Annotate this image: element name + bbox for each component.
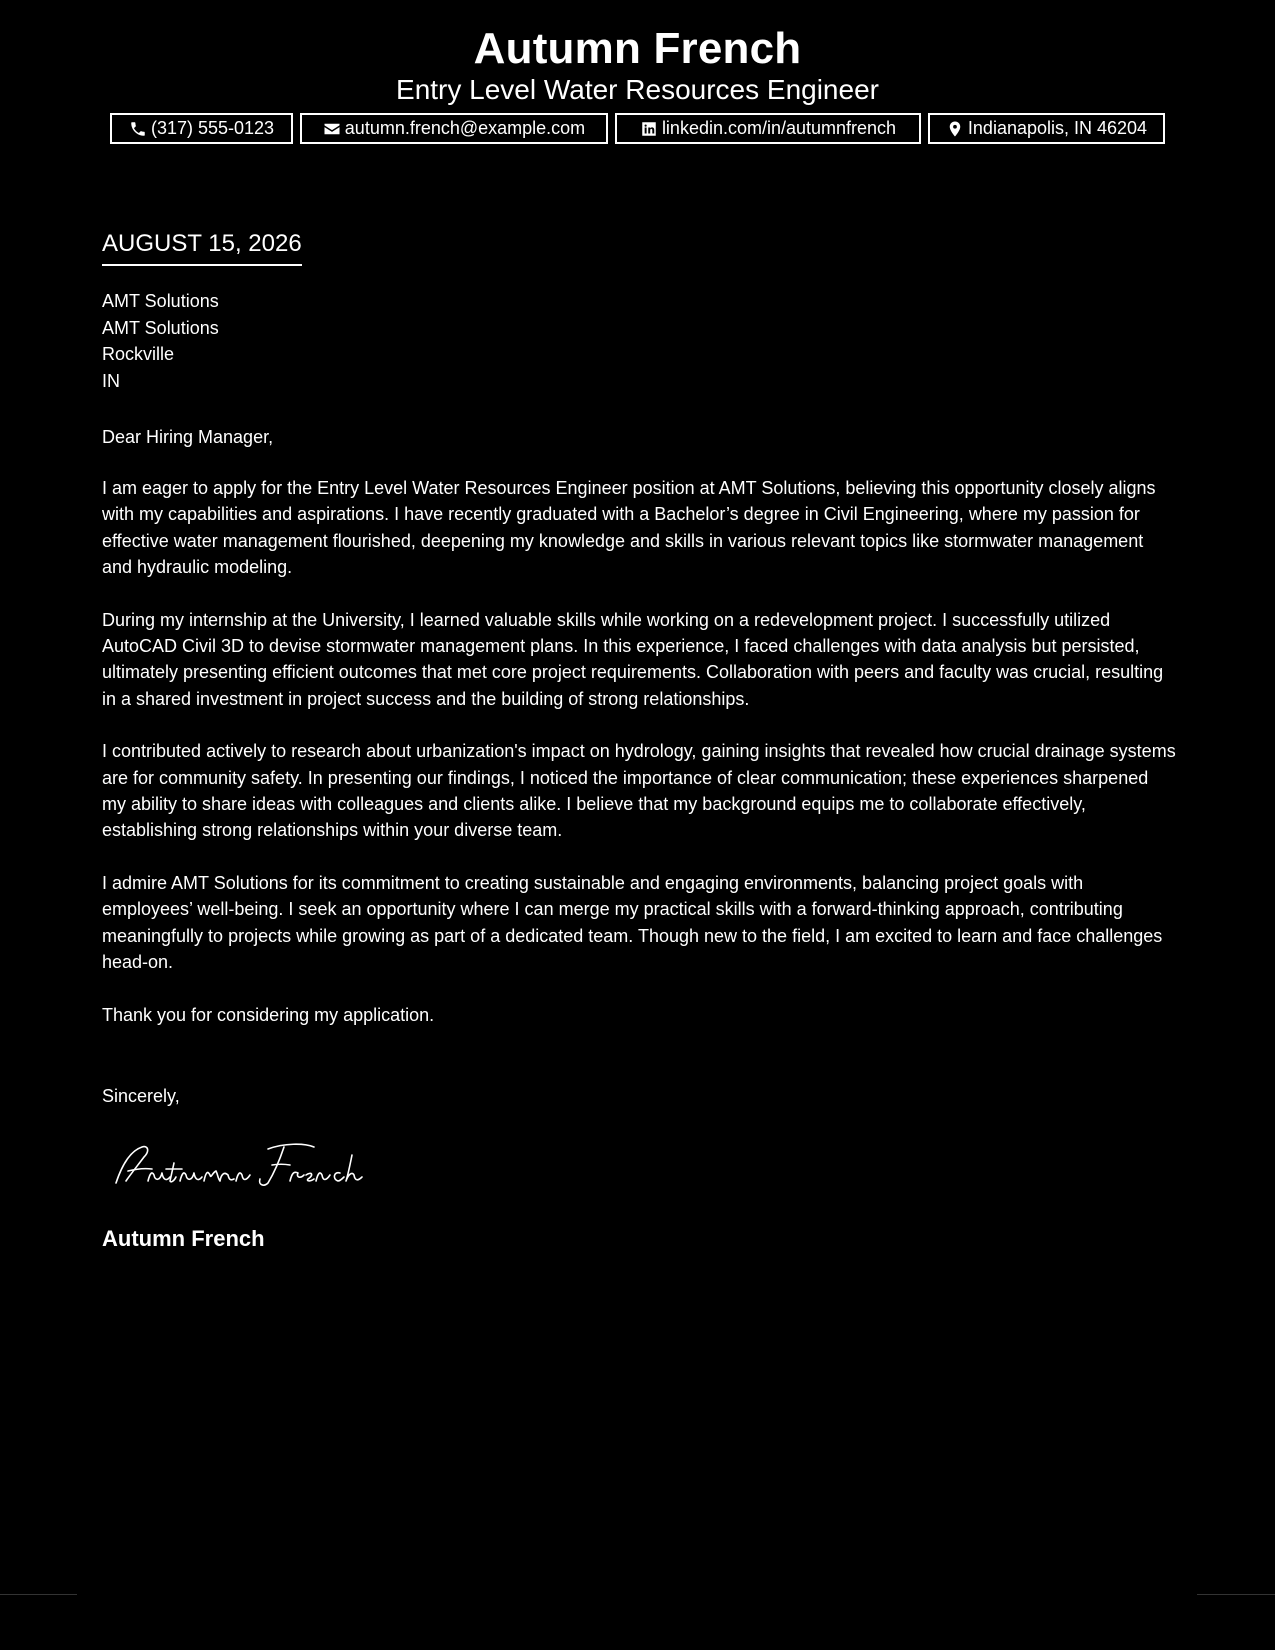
handwritten-signature (108, 1135, 368, 1195)
applicant-name: Autumn French (473, 24, 802, 73)
recipient-address (102, 288, 219, 394)
body-paragraph: I admire AMT Solutions for its commitment to creating sustainable and engaging environments, balancing project goals with employees’ well-being. I seek an opportunity where I can merge my practical skills with a forward-thinking approach, contributing meaningfully to projects while growing as part of a dedicated team. Though new to the field, I am excited to learn and face challenges head-on. (102, 872, 1163, 973)
location-text: Indianapolis, IN 46204 (967, 118, 1148, 138)
signer-name: Autumn French (102, 1226, 265, 1251)
salutation: Dear Hiring Manager, (102, 427, 274, 447)
recipient-line: AMT Solutions (102, 291, 219, 311)
contact-location[interactable] (928, 113, 1165, 144)
recipient-line: Rockville (102, 344, 175, 364)
linkedin-text: linkedin.com/in/autumnfrench (661, 118, 897, 138)
recipient-line: IN (102, 370, 120, 391)
contact-bar (0, 113, 1275, 144)
contact-phone[interactable] (110, 113, 293, 144)
phone-text: (317) 555-0123 (150, 118, 275, 138)
body-paragraph: I am eager to apply for the Entry Level Water Resources Engineer position at AMT Solutions, believing this opportunity closely aligns with my capabilities and aspirations. I have recently graduated with a Bachelor’s degree in Civil Engineering, where my passion for effective water management flourished, deepening my knowledge and skills in various relevant topics like stormwater management and hydraulic modeling. (102, 478, 1156, 578)
page-edge-line (1197, 1594, 1275, 1595)
page-edge-line (0, 1594, 77, 1595)
email-text: autumn.french@example.com (344, 118, 586, 138)
body-paragraph: Thank you for considering my application. (102, 1004, 435, 1025)
map-pin-icon (946, 120, 964, 138)
body-paragraph: During my internship at the University, I learned valuable skills while working on a redevelopment project. I successfully utilized AutoCAD Civil 3D to devise stormwater management plans. In this experience, I faced challenges with data analysis but persisted, ultimately presenting efficient outcomes that met core project requirements. Collaboration with peers and faculty was crucial, resulting in a shared investment in project success and the building of strong relationships. (102, 609, 1164, 709)
closing: Sincerely, (102, 1086, 180, 1106)
letter-header (0, 22, 1275, 106)
letter-body (102, 475, 1177, 1054)
envelope-icon (323, 120, 341, 138)
body-paragraph: I contributed actively to research about urbanization's impact on hydrology, gaining insights that revealed how crucial drainage systems are for community safety. In presenting our findings, I noticed the importance of clear communication; these experiences sharpened my ability to share ideas with colleagues and clients alike. I believe that my background equips me to collaborate effectively, establishing strong relationships within your diverse team. (102, 741, 1176, 841)
recipient-line: AMT Solutions (102, 317, 219, 338)
linkedin-icon (640, 120, 658, 138)
contact-email[interactable] (300, 113, 608, 144)
letter-date: AUGUST 15, 2026 (102, 229, 302, 266)
contact-linkedin[interactable] (615, 113, 921, 144)
phone-icon (129, 120, 147, 138)
job-title: Entry Level Water Resources Engineer (396, 74, 879, 105)
